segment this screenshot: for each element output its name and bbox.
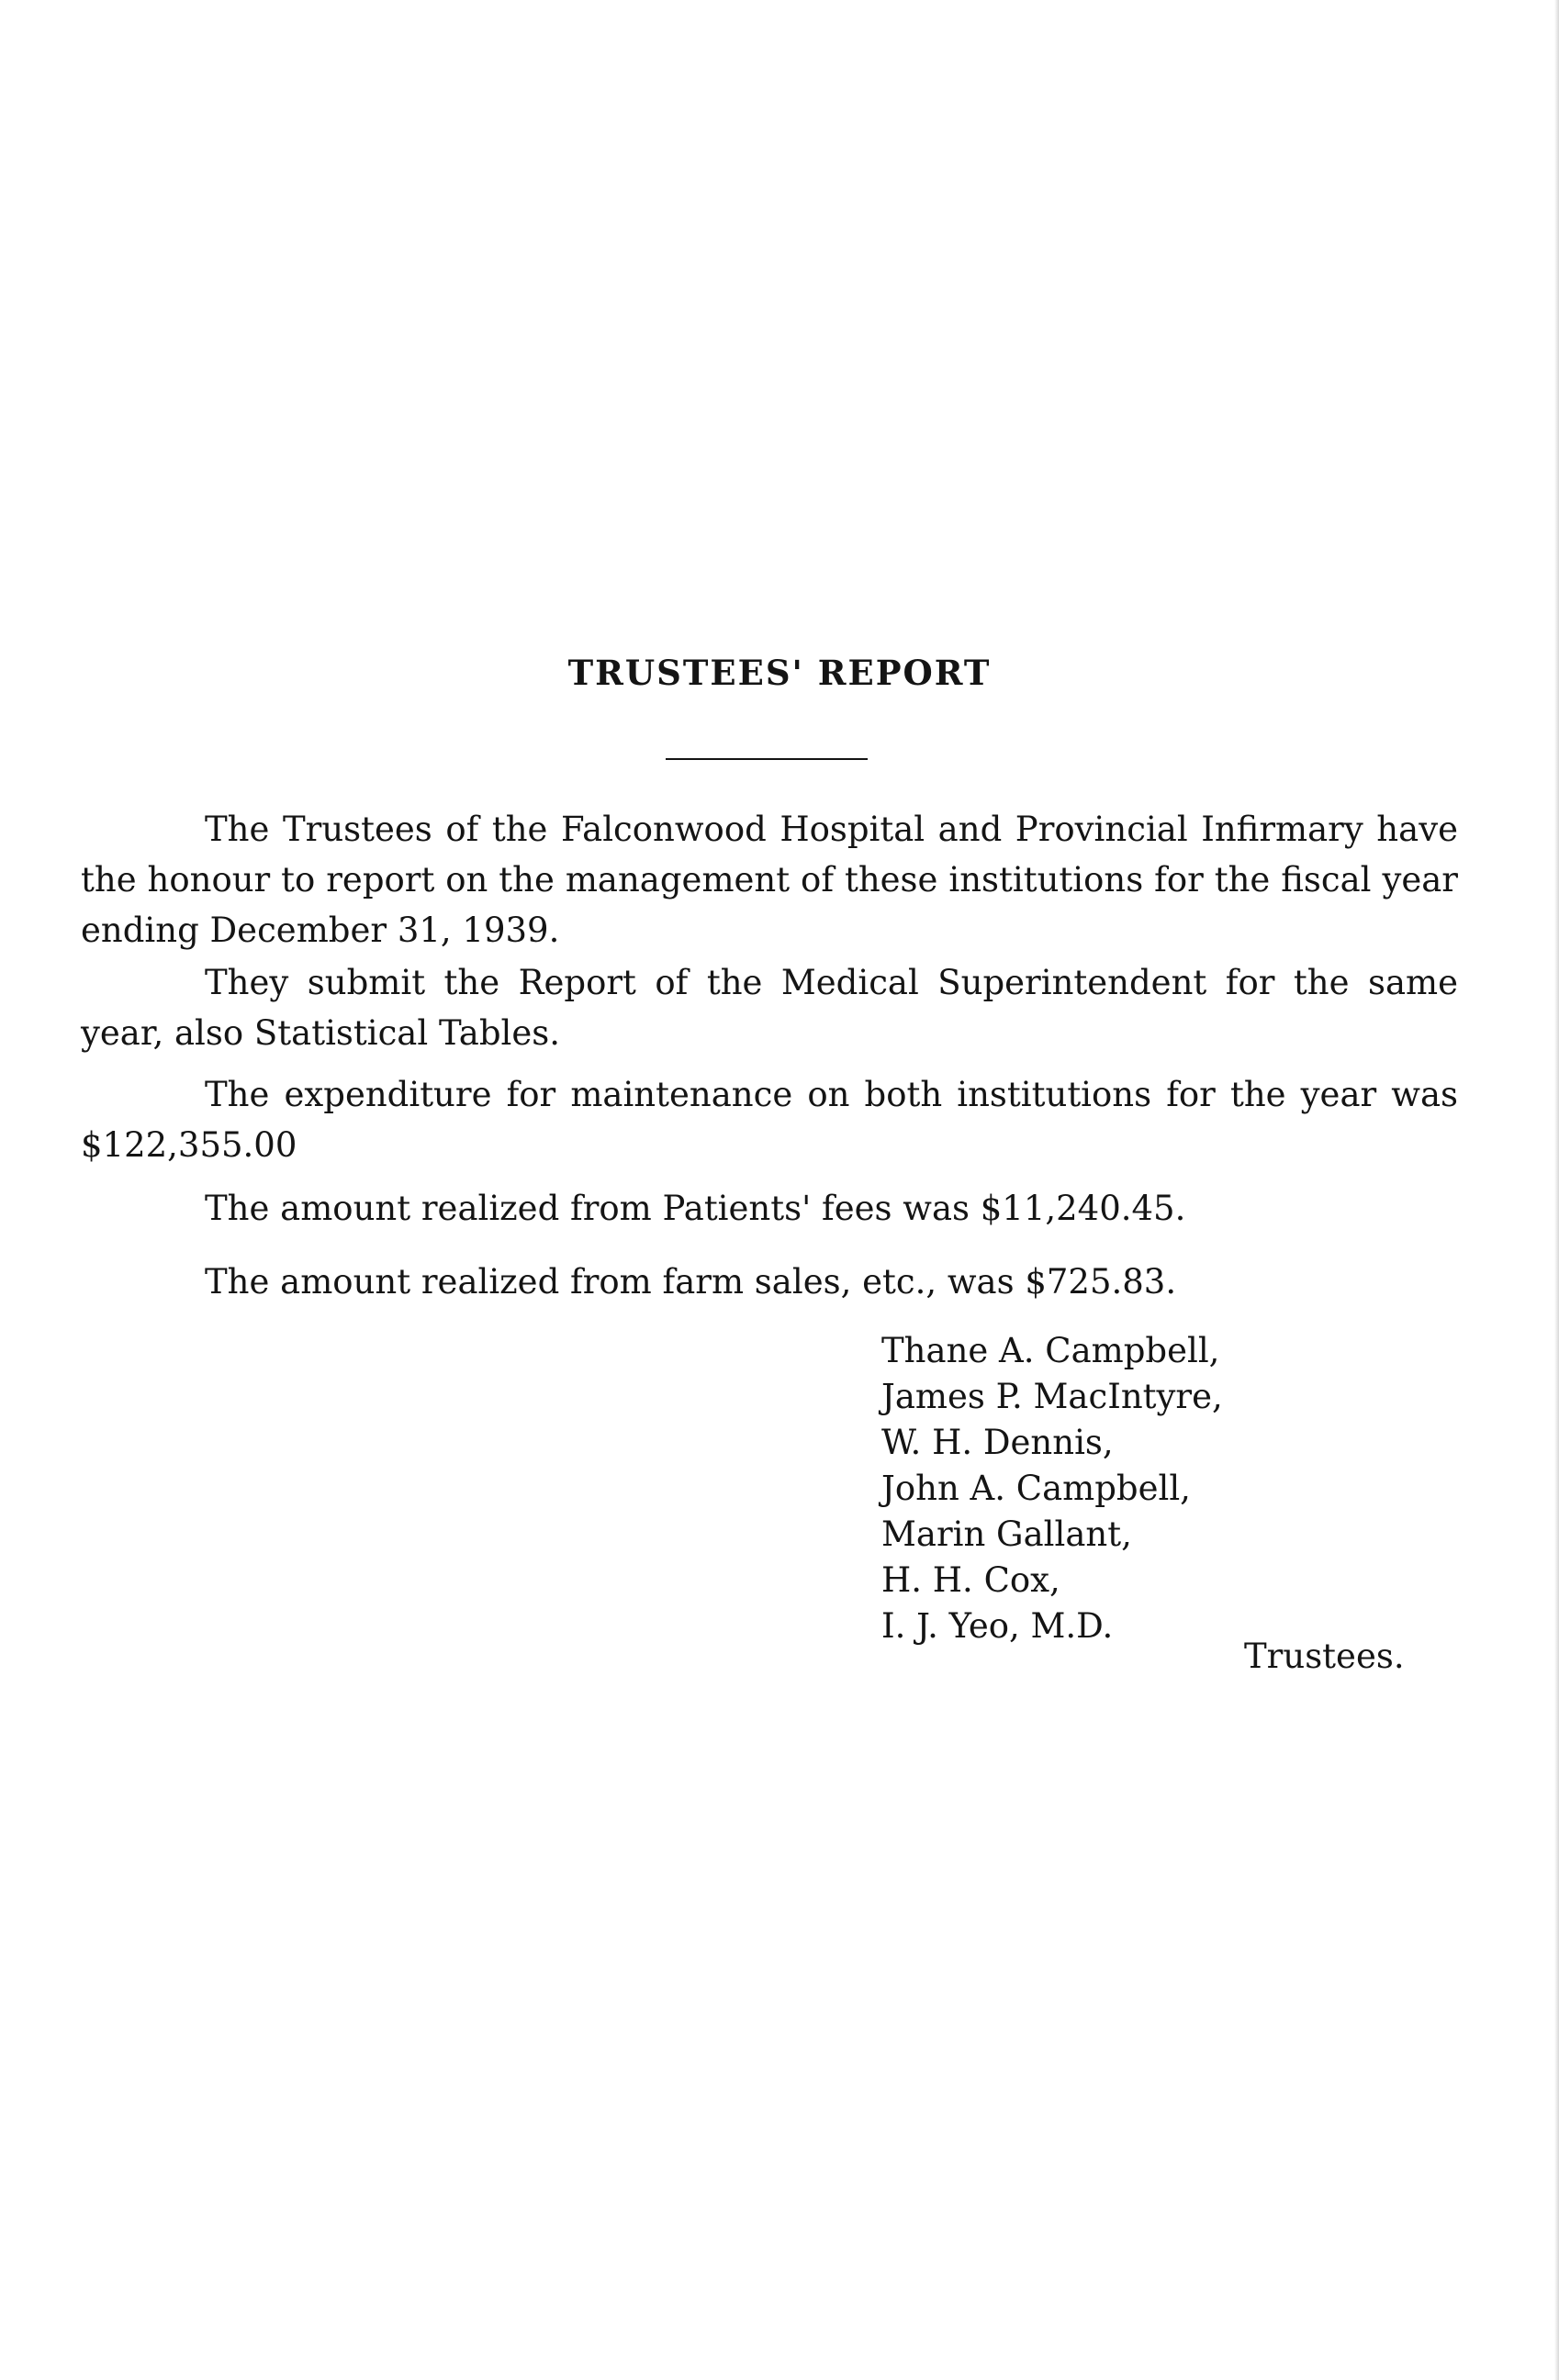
signatory-list bbox=[881, 1328, 1223, 1649]
page-edge-shadow bbox=[1554, 0, 1559, 2380]
report-title: TRUSTEES' REPORT bbox=[567, 653, 992, 693]
signatory-name: H. H. Cox, bbox=[881, 1560, 1060, 1600]
paragraph-farm-sales: The amount realized from farm sales, etc., was $725.83. bbox=[205, 1262, 1177, 1302]
signature-closing: Trustees. bbox=[1244, 1637, 1405, 1676]
paragraph-patient-fees: The amount realized from Patients' fees was $11,240.45. bbox=[205, 1189, 1186, 1228]
signatory-name: James P. MacIntyre, bbox=[881, 1377, 1223, 1416]
paragraph-intro: The Trustees of the Falconwood Hospital and Provincial Infirmary have the honour to report on the management of these institutions for the fiscal year ending December 31, 1939. bbox=[81, 810, 1458, 950]
paragraph-expenditure: The expenditure for maintenance on both institutions for the year was $122,355.00 bbox=[81, 1075, 1458, 1165]
signatory-name: Thane A. Campbell, bbox=[881, 1331, 1220, 1370]
title-divider bbox=[666, 758, 868, 760]
paragraph-reports-submitted: They submit the Report of the Medical Superintendent for the same year, also Statistical Tables. bbox=[81, 963, 1458, 1053]
signatory-name: Marin Gallant, bbox=[881, 1514, 1132, 1554]
signatory-name: W. H. Dennis, bbox=[881, 1423, 1114, 1462]
signatory-name: John A. Campbell, bbox=[881, 1469, 1191, 1508]
signatory-name: I. J. Yeo, M.D. bbox=[881, 1606, 1114, 1646]
